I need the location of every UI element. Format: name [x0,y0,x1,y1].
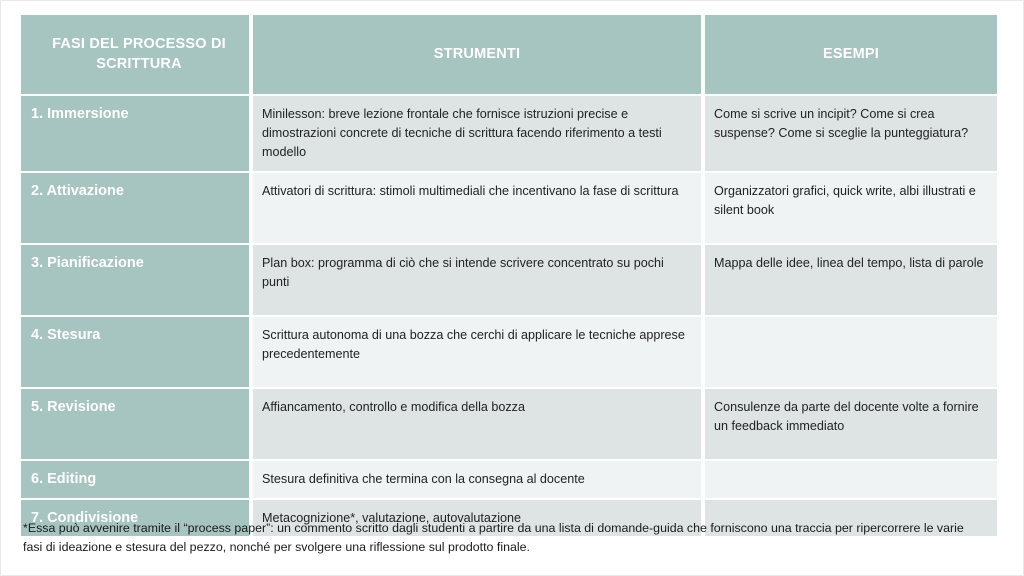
strumenti-cell-6: Stesura definitiva che termina con la consegna al docente [253,461,701,498]
column-header-fasi: FASI DEL PROCESSO DI SCRITTURA [21,15,249,94]
table-row [21,389,997,459]
phase-label-1: 1. Immersione [21,96,249,171]
phases-table [17,13,1001,538]
table-row [21,461,997,498]
phase-label-6: 6. Editing [21,461,249,498]
table-body [21,96,997,536]
column-header-esempi: ESEMPI [705,15,997,94]
esempi-cell-2: Organizzatori grafici, quick write, albi illustrati e silent book [705,173,997,243]
strumenti-cell-1: Minilesson: breve lezione frontale che fornisce istruzioni precise e dimostrazioni concrete di tecniche di scrittura facendo riferimento a testi modello [253,96,701,171]
strumenti-cell-7: Metacognizione*, valutazione, autovalutazione [253,500,701,537]
esempi-cell-3: Mappa delle idee, linea del tempo, lista di parole [705,245,997,315]
esempi-cell-1: Come si scrive un incipit? Come si crea suspense? Come si sceglie la punteggiatura? [705,96,997,171]
strumenti-cell-4: Scrittura autonoma di una bozza che cerchi di applicare le tecniche apprese precedentemente [253,317,701,387]
table-row [21,317,997,387]
phase-label-4: 4. Stesura [21,317,249,387]
phase-label-3: 3. Pianificazione [21,245,249,315]
strumenti-cell-5: Affiancamento, controllo e modifica della bozza [253,389,701,459]
table-header-row [21,15,997,94]
column-header-strumenti: STRUMENTI [253,15,701,94]
table-header [21,15,997,94]
footnote-text: *Essa può avvenire tramite il “process paper”: un commento scritto dagli studenti a partire da una lista di domande-guida che forniscono una traccia per ripercorrere le varie fasi di ideazione e stesura del pezzo, nonché per svolgere una riflessione sul prodotto finale. [23,521,964,555]
esempi-cell-5: Consulenze da parte del docente volte a fornire un feedback immediato [705,389,997,459]
esempi-cell-6 [705,461,997,498]
phase-label-7: 7. Condivisione [21,500,249,537]
esempi-cell-4 [705,317,997,387]
phase-label-5: 5. Revisione [21,389,249,459]
table-row [21,245,997,315]
table-row [21,96,997,171]
phases-table-container [21,15,1001,536]
strumenti-cell-2: Attivatori di scrittura: stimoli multimediali che incentivano la fase di scrittura [253,173,701,243]
phase-label-2: 2. Attivazione [21,173,249,243]
strumenti-cell-3: Plan box: programma di ciò che si intende scrivere concentrato su pochi punti [253,245,701,315]
table-row [21,173,997,243]
